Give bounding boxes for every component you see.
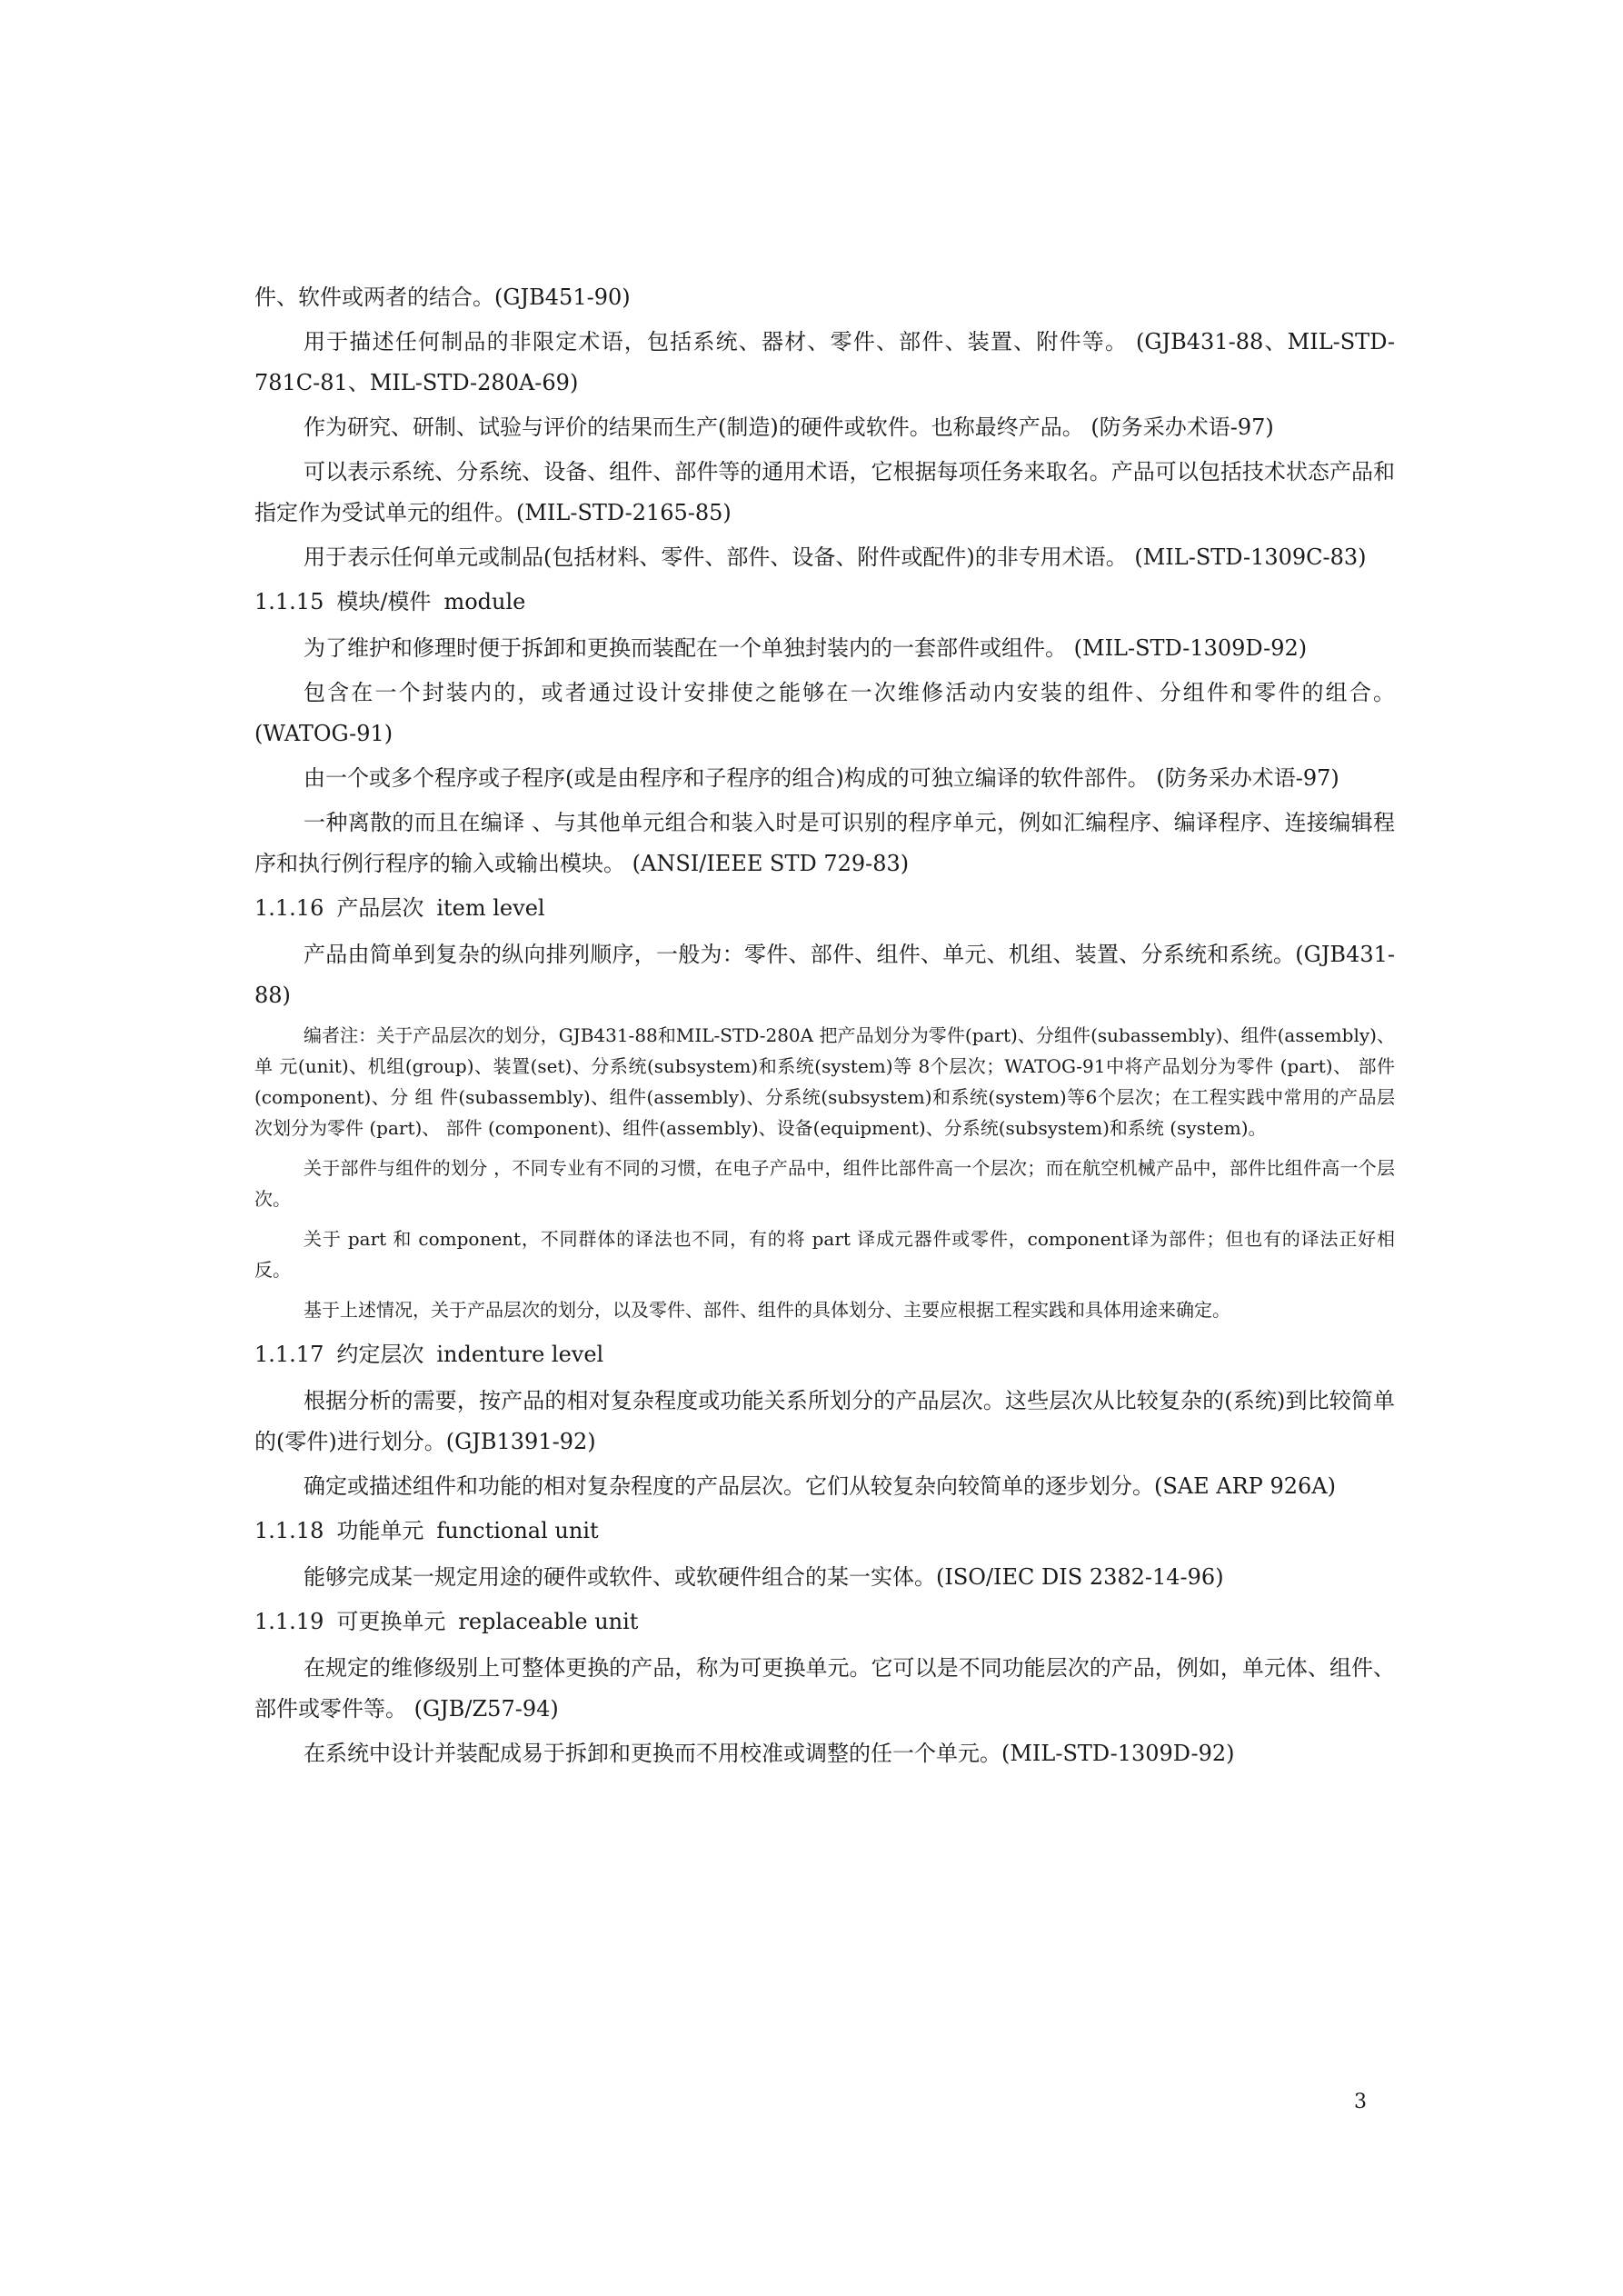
section-number: 1.1.18	[254, 1518, 324, 1543]
section-title-cn: 可更换单元	[336, 1609, 446, 1634]
editor-note-paragraph: 编者注：关于产品层次的划分，GJB431-88和MIL-STD-280A 把产品划分为零件(part)、分组件(subassembly)、组件(assembly)、单 元(unit)、机组(group)、装置(set)、分系统(subsystem)和系统(system)等 8个层次；WATOG-91中将产品划分为零件 (part)、 部件 (component)、分 组 件(subassembly)、组件(assembly)、分系统(subsystem)和系统(system)等6个层次；在工程实践中常用的产品层次划分为零件 (part)、 部件 (component)、组件(assembly)、设备(equipment)、分系统(subsystem)和系统 (system)。	[254, 1024, 1395, 1139]
definition-paragraph: 包含在一个封装内的，或者通过设计安排使之能够在一次维修活动内安装的组件、分组件和零件的组合。(WATOG-91)	[254, 680, 1395, 746]
definition-paragraph: 能够完成某一规定用途的硬件或软件、或软硬件组合的某一实体。(ISO/IEC DIS 2382-14-96)	[304, 1564, 1224, 1590]
section-heading	[254, 888, 1395, 929]
definition-paragraph: 由一个或多个程序或子程序(或是由程序和子程序的组合)构成的可独立编译的软件部件。 (防务采办术语-97)	[304, 765, 1339, 791]
section-title-cn: 功能单元	[336, 1518, 424, 1543]
section-title-en: indenture level	[436, 1342, 604, 1367]
section-number: 1.1.19	[254, 1609, 324, 1634]
editor-note-paragraph: 基于上述情况，关于产品层次的划分，以及零件、部件、组件的具体划分、主要应根据工程实践和具体用途来确定。	[304, 1299, 1230, 1321]
section-title-en: module	[443, 589, 526, 614]
section-heading	[254, 1511, 1395, 1552]
section-title-en: functional unit	[436, 1518, 599, 1543]
section-title-cn: 产品层次	[336, 895, 424, 921]
document-body	[254, 277, 1395, 1778]
definition-paragraph: 作为研究、研制、试验与评价的结果而生产(制造)的硬件或软件。也称最终产品。 (防务采办术语-97)	[304, 414, 1274, 440]
definition-paragraph: 产品由简单到复杂的纵向排列顺序，一般为：零件、部件、组件、单元、机组、装置、分系统和系统。(GJB431-88)	[254, 942, 1395, 1008]
section-heading	[254, 582, 1395, 623]
section-title-cn: 约定层次	[336, 1342, 424, 1367]
definition-paragraph: 在规定的维修级别上可整体更换的产品，称为可更换单元。它可以是不同功能层次的产品，例如，单元体、组件、部件或零件等。 (GJB/Z57-94)	[254, 1655, 1395, 1722]
page-number: 3	[1354, 2091, 1367, 2113]
section-number: 1.1.15	[254, 589, 324, 614]
definition-paragraph: 为了维护和修理时便于拆卸和更换而装配在一个单独封装内的一套部件或组件。 (MIL-STD-1309D-92)	[304, 635, 1308, 661]
definition-paragraph: 在系统中设计并装配成易于拆卸和更换而不用校准或调整的任一个单元。(MIL-STD-1309D-92)	[304, 1741, 1235, 1766]
section-number: 1.1.17	[254, 1342, 324, 1367]
section-heading	[254, 1602, 1395, 1642]
section-title-cn: 模块/模件	[336, 589, 432, 614]
section-title-en: replaceable unit	[458, 1609, 639, 1634]
definition-paragraph: 用于描述任何制品的非限定术语，包括系统、器材、零件、部件、装置、附件等。 (GJB431-88、MIL-STD-781C-81、MIL-STD-280A-69)	[254, 329, 1395, 395]
section-number: 1.1.16	[254, 895, 324, 921]
section-heading	[254, 1334, 1395, 1375]
definition-paragraph: 确定或描述组件和功能的相对复杂程度的产品层次。它们从较复杂向较简单的逐步划分。(SAE ARP 926A)	[304, 1473, 1336, 1499]
definition-paragraph: 一种离散的而且在编译 、与其他单元组合和装入时是可识别的程序单元，例如汇编程序、编译程序、连接编辑程序和执行例行程序的输入或输出模块。 (ANSI/IEEE STD 729-83)	[254, 810, 1395, 876]
definition-paragraph: 件、软件或两者的结合。(GJB451-90)	[254, 285, 631, 310]
definition-paragraph: 用于表示任何单元或制品(包括材料、零件、部件、设备、附件或配件)的非专用术语。 (MIL-STD-1309C-83)	[304, 544, 1367, 570]
editor-note-paragraph: 关于 part 和 component，不同群体的译法也不同，有的将 part 译成元器件或零件，component译为部件；但也有的译法正好相反。	[254, 1228, 1395, 1281]
definition-paragraph: 根据分析的需要，按产品的相对复杂程度或功能关系所划分的产品层次。这些层次从比较复杂的(系统)到比较简单的(零件)进行划分。(GJB1391-92)	[254, 1388, 1395, 1454]
editor-note-paragraph: 关于部件与组件的划分 ，不同专业有不同的习惯，在电子产品中，组件比部件高一个层次；而在航空机械产品中，部件比组件高一个层次。	[254, 1157, 1395, 1210]
section-title-en: item level	[436, 895, 545, 921]
definition-paragraph: 可以表示系统、分系统、设备、组件、部件等的通用术语，它根据每项任务来取名。产品可以包括技术状态产品和指定作为受试单元的组件。(MIL-STD-2165-85)	[254, 459, 1395, 525]
